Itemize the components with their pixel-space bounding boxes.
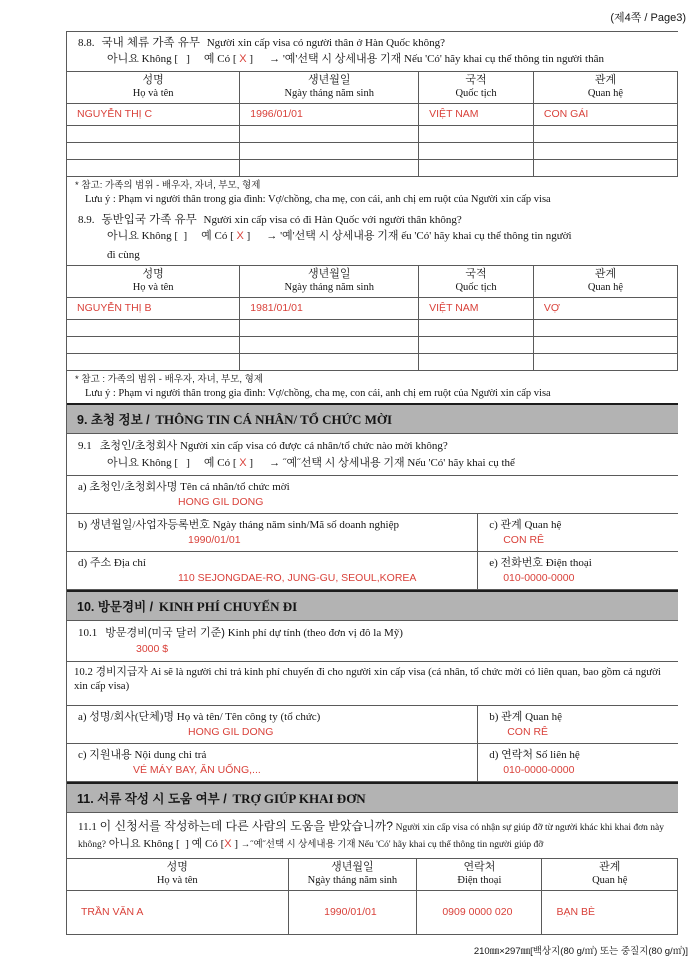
section-8-8-question — [67, 32, 678, 52]
empty-cell[interactable] — [240, 337, 419, 354]
visa-form-page — [66, 31, 678, 935]
empty-cell[interactable] — [67, 126, 240, 143]
field-value: 010-0000-0000 — [503, 764, 575, 776]
travel-cost-value[interactable]: 3000 $ — [136, 643, 169, 655]
col-header-phone: 연락처 Điện thoại — [417, 859, 542, 891]
field-value: HONG GIL DONG — [188, 726, 274, 738]
s9-yes-checkbox[interactable]: 예 Có [ X ] — [203, 457, 254, 469]
field-label: a) 성명/회사(단체)명 Họ và tên/ Tên công ty (tổ chức) — [78, 711, 321, 723]
s88-no-checkbox[interactable]: 아니요 Không [ ] — [107, 53, 190, 65]
banner-korean: 10. 방문경비 / — [77, 600, 154, 614]
field-value: HONG GIL DONG — [178, 496, 264, 508]
field-label: c) 지원내용 Nội dung chi trả — [78, 749, 207, 761]
question-korean: 방문경비(미국 달러 기준) — [105, 627, 225, 639]
s89-table-header-row — [67, 266, 678, 298]
payer-name-field[interactable] — [67, 706, 478, 743]
empty-cell[interactable] — [419, 143, 534, 160]
question-number: 10.2 — [74, 666, 93, 678]
section-9-1-question — [67, 434, 678, 456]
banner-korean: 11. 서류 작성 시 도움 여부 / — [77, 792, 227, 806]
question-korean: 초청인/초청회사 — [99, 440, 178, 452]
table-row — [67, 320, 678, 337]
table-row — [67, 126, 678, 143]
s89-choice-line — [67, 229, 678, 248]
s11-helper-table — [67, 858, 678, 935]
s89-yes-checkbox[interactable]: 예 Có [ X ] — [201, 230, 251, 242]
field-value: VÉ MÁY BAY, ĂN UỐNG,... — [133, 764, 261, 776]
s11-table-header-row — [67, 859, 678, 891]
table-row — [67, 143, 678, 160]
payer-phone-field[interactable] — [478, 744, 678, 781]
s88-yes-checkbox[interactable]: 예 Có [ X ] — [203, 53, 254, 65]
helper-dob-cell[interactable]: 1990/01/01 — [288, 891, 417, 935]
s88-relation-cell[interactable]: CON GÁI — [533, 104, 677, 126]
s9-choice-line — [67, 456, 678, 475]
s89-name-cell[interactable]: NGUYỄN THỊ B — [67, 298, 240, 320]
table-row — [67, 160, 678, 177]
s89-hint-continuation: đi cùng — [107, 249, 140, 261]
field-value: CON RÊ — [507, 726, 549, 738]
empty-cell[interactable] — [533, 354, 677, 371]
support-detail-field[interactable] — [67, 744, 478, 781]
s89-hint-text: → '예'선택 시 상세내용 기재 ếu 'Có' hãy khai cụ thể thông tin người — [266, 230, 572, 242]
question-title-vietnamese: Người xin cấp visa có đi Hàn Quốc với người thân không? — [203, 214, 462, 226]
note-vietnamese: Lưu ý : Phạm vi người thân trong gia đình: Vợ/chồng, cha mẹ, con cái, anh chị em ruột của Người xin cấp visa — [85, 388, 551, 399]
s11-yes-check-mark: X — [224, 838, 232, 850]
field-row-a — [67, 476, 678, 514]
field-row-c-d — [67, 744, 678, 782]
col-header-nationality: 국적 Quốc tịch — [419, 266, 534, 298]
s9-hint-text: → ˝예˝선택 시 상세내용 기재 Nếu 'Có' hãy khai cụ thể — [269, 457, 515, 469]
empty-cell[interactable] — [67, 337, 240, 354]
field-value: 110 SEJONGDAE-RO, JUNG-GU, SEOUL,KOREA — [178, 572, 417, 584]
col-header-relation: 관계 Quan hệ — [533, 266, 677, 298]
page-number-label: (제4쪽 / Page3) — [610, 12, 686, 24]
s88-hint-text: → '예'선택 시 상세내용 기재 Nếu 'Có' hãy khai cụ thể thông tin người thân — [269, 53, 604, 65]
s88-nationality-cell[interactable]: VIỆT NAM — [419, 104, 534, 126]
field-value: 010-0000-0000 — [503, 572, 575, 584]
table-row — [67, 298, 678, 320]
paper-spec-footer: 210㎜×297㎜[백상지(80 g/㎡) 또는 중질지(80 g/㎡)] — [473, 946, 688, 957]
col-header-name: 성명 Họ và tên — [67, 266, 240, 298]
s89-relation-cell[interactable]: VỢ — [533, 298, 677, 320]
inviter-phone-field[interactable] — [478, 552, 678, 589]
s89-no-checkbox[interactable]: 아니요 Không [ ] — [107, 230, 188, 242]
field-label: b) 관계 Quan hệ — [489, 711, 563, 723]
question-vietnamese: Người xin cấp visa có nhận sự giúp đỡ từ người khác khi khai đơn này không? — [78, 823, 665, 850]
col-header-relation: 관계 Quan hệ — [533, 72, 677, 104]
question-number: 9.1 — [78, 440, 92, 452]
s89-family-table — [67, 265, 678, 371]
s9-fields — [67, 475, 678, 590]
question-vietnamese: Kinh phí dự tính (theo đơn vị đô la Mỹ) — [227, 627, 403, 639]
table-row — [67, 354, 678, 371]
s88-family-table — [67, 71, 678, 177]
s88-yes-check-mark: X — [239, 53, 247, 65]
empty-cell[interactable] — [67, 320, 240, 337]
col-header-dob: 생년월일 Ngày tháng năm sinh — [240, 72, 419, 104]
col-header-nationality: 국적 Quốc tịch — [419, 72, 534, 104]
question-vietnamese: Ai sẽ là người chi trả kinh phí chuyến đi cho người xin cấp visa (cá nhân, tổ chức mời có liên quan, bao gồm cả người xin cấp visa) — [74, 666, 661, 692]
question-title-korean: 동반입국 가족 유무 — [101, 214, 197, 226]
table-row — [67, 104, 678, 126]
banner-vietnamese: KINH PHÍ CHUYẾN ĐI — [158, 599, 298, 614]
s11-yes-checkbox[interactable]: 예 Có [X ] — [191, 838, 239, 850]
section-9-banner — [67, 403, 678, 434]
s11-hint-text: →˝예˝선택 시 상세내용 기재 Nếu 'Có' hãy khai cụ thể thông tin người giúp đỡ — [240, 840, 544, 850]
s88-table-header-row — [67, 72, 678, 104]
field-row-b-c — [67, 514, 678, 552]
question-title-korean: 국내 체류 가족 유무 — [101, 37, 200, 49]
inviter-relation-field[interactable] — [478, 514, 678, 551]
s88-reference-note — [67, 177, 678, 209]
s89-nationality-cell[interactable]: VIỆT NAM — [419, 298, 534, 320]
field-row-a-b — [67, 706, 678, 744]
s89-yes-check-mark: X — [236, 230, 244, 242]
s9-no-checkbox[interactable]: 아니요 Không [ ] — [107, 457, 190, 469]
empty-cell[interactable] — [240, 143, 419, 160]
empty-cell[interactable] — [240, 160, 419, 177]
question-number: 8.9. — [78, 214, 95, 226]
s88-choice-line — [67, 52, 678, 71]
col-header-relation: 관계 Quan hệ — [542, 859, 678, 891]
section-8-9-question — [67, 209, 678, 229]
field-value: 1990/01/01 — [188, 534, 241, 546]
question-number: 10.1 — [78, 627, 98, 639]
note-vietnamese: Lưu ý : Phạm vi người thân trong gia đình: Vợ/chồng, cha mẹ, con cái, anh chị em ruột của Người xin cấp visa — [85, 194, 551, 205]
empty-cell[interactable] — [533, 126, 677, 143]
s89-reference-note — [67, 371, 678, 403]
field-label: a) 초청인/초청회사명 Tên cá nhân/tổ chức mời — [78, 481, 290, 493]
field-label: b) 생년월일/사업자등록번호 Ngày tháng năm sinh/Mã số doanh nghiệp — [78, 519, 399, 531]
inviter-address-field[interactable] — [67, 552, 478, 589]
section-10-2-question — [67, 662, 678, 699]
table-row — [67, 891, 678, 935]
empty-cell[interactable] — [533, 160, 677, 177]
empty-cell[interactable] — [419, 320, 534, 337]
payer-relation-field[interactable] — [478, 706, 678, 743]
empty-cell[interactable] — [419, 126, 534, 143]
empty-cell[interactable] — [67, 160, 240, 177]
s9-yes-check-mark: X — [239, 457, 247, 469]
question-title-vietnamese: Người xin cấp visa có người thân ở Hàn Quốc không? — [206, 37, 446, 49]
section-10-banner — [67, 590, 678, 621]
empty-cell[interactable] — [419, 337, 534, 354]
empty-cell[interactable] — [419, 160, 534, 177]
helper-relation-cell[interactable]: BẠN BÈ — [542, 891, 678, 935]
helper-phone-cell[interactable]: 0909 0000 020 — [417, 891, 542, 935]
s88-dob-cell[interactable]: 1996/01/01 — [240, 104, 419, 126]
banner-vietnamese: TRỢ GIÚP KHAI ĐƠN — [232, 791, 366, 806]
empty-cell[interactable] — [533, 337, 677, 354]
inviter-dob-field[interactable] — [67, 514, 478, 551]
empty-cell[interactable] — [240, 126, 419, 143]
question-vietnamese: Người xin cấp visa có được cá nhân/tổ chức nào mời không? — [179, 440, 448, 452]
field-label: c) 관계 Quan hệ — [489, 519, 562, 531]
note-korean: * 참고: 가족의 범위 - 배우자, 자녀, 부모, 형제 — [75, 180, 261, 191]
s10-fields — [67, 705, 678, 782]
field-label: e) 전화번호 Điện thoại — [489, 557, 592, 569]
field-label: d) 연락처 Số liên hệ — [489, 749, 580, 761]
question-line — [78, 626, 672, 641]
question-number: 11.1 — [78, 821, 97, 833]
s88-name-cell[interactable]: NGUYỄN THỊ C — [67, 104, 240, 126]
empty-cell[interactable] — [240, 320, 419, 337]
banner-korean: 9. 초청 정보 / — [77, 413, 150, 427]
empty-cell[interactable] — [533, 320, 677, 337]
col-header-name: 성명 Họ và tên — [67, 72, 240, 104]
empty-cell[interactable] — [67, 143, 240, 160]
col-header-dob: 생년월일 Ngày tháng năm sinh — [240, 266, 419, 298]
s11-no-checkbox[interactable]: 아니요 Không [ ] — [108, 838, 189, 850]
section-11-banner — [67, 782, 678, 813]
col-header-dob: 생년월일 Ngày tháng năm sinh — [288, 859, 417, 891]
field-row-d-e — [67, 552, 678, 590]
empty-cell[interactable] — [419, 354, 534, 371]
empty-cell[interactable] — [240, 354, 419, 371]
question-number: 8.8. — [78, 37, 95, 49]
empty-cell[interactable] — [533, 143, 677, 160]
question-korean: 경비지급자 — [95, 666, 148, 678]
inviter-name-field[interactable] — [67, 476, 678, 513]
question-korean: 이 신청서를 작성하는데 다른 사람의 도움을 받았습니까? — [99, 819, 393, 833]
s89-dob-cell[interactable]: 1981/01/01 — [240, 298, 419, 320]
helper-name-cell[interactable]: TRẦN VĂN A — [67, 891, 288, 935]
section-10-1-question — [67, 621, 678, 662]
section-11-1-question — [67, 813, 678, 858]
table-row — [67, 337, 678, 354]
empty-cell[interactable] — [67, 354, 240, 371]
field-label: d) 주소 Địa chỉ — [78, 557, 146, 569]
field-value: CON RÊ — [503, 534, 545, 546]
banner-vietnamese: THÔNG TIN CÁ NHÂN/ TỔ CHỨC MỜI — [155, 412, 393, 427]
col-header-name: 성명 Họ và tên — [67, 859, 288, 891]
note-korean: * 참고 : 가족의 범위 - 배우자, 자녀, 부모, 형제 — [75, 374, 264, 385]
